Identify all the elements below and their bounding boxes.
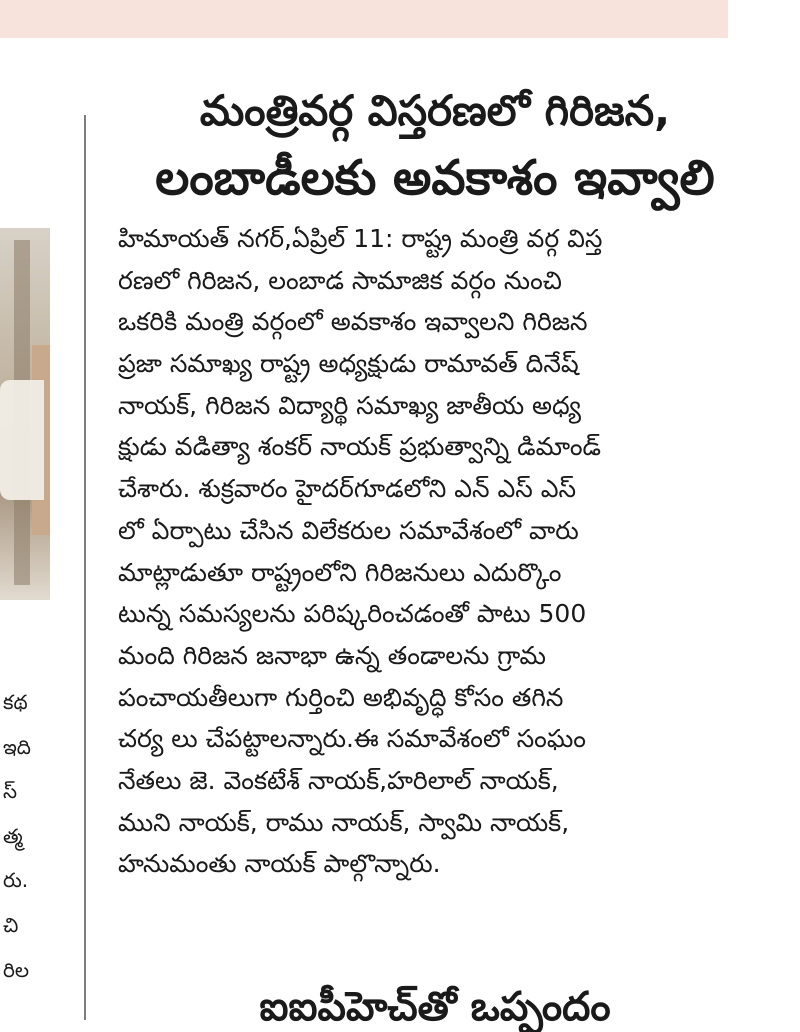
body-line: పంచాయతీలుగా గుర్తించి అభివృద్ధి కోసం తగిన — [118, 682, 564, 712]
left-fragment-line: త్మ — [3, 823, 23, 848]
body-line: లో ఏర్పాటు చేసిన విలేకరుల సమావేశంలో వారు — [118, 515, 579, 545]
body-line: నాయక్, గిరిజన విద్యార్థి సమాఖ్య జాతీయ అధ్య — [118, 390, 581, 420]
left-fragment-line: స్ — [3, 779, 18, 804]
top-color-band — [0, 0, 728, 38]
left-fragment-line: రు. — [3, 868, 29, 893]
article-headline-line-2: లంబాడీలకు అవకాశం ఇవ్వాలి — [155, 150, 715, 206]
body-line: టున్న సమస్యలను పరిష్కరించడంతో పాటు 500 — [118, 599, 587, 629]
left-fragment-line: రిల — [3, 957, 30, 982]
body-line: నేతలు జె. వెంకటేశ్ నాయక్,హరిలాల్ నాయక్, — [118, 765, 559, 795]
next-article-headline: ఐఐపీహెచ్‌తో ఒప్పందం — [259, 984, 611, 1030]
body-line: మంది గిరిజన జనాభా ఉన్న తండాలను గ్రామ — [118, 640, 546, 670]
body-line: చేశారు. శుక్రవారం హైదర్‌గూడలోని ఎన్ ఎస్ ఎస్ — [118, 474, 577, 504]
article-headline-line-1: మంత్రివర్గ విస్తరణలో గిరిజన, — [199, 86, 671, 135]
body-line: హిమాయత్ నగర్,ఏప్రిల్ 11: రాష్ట్ర మంత్రి వర్గ విస్త — [118, 224, 603, 253]
body-line: చర్య లు చేపట్టాలన్నారు.ఈ సమావేశంలో సంఘం — [118, 724, 586, 754]
body-line: రణలో గిరిజన, లంబాడ సామాజిక వర్గం నుంచి — [118, 265, 562, 295]
column-divider — [84, 115, 86, 1020]
left-fragment-line: కథ — [3, 690, 28, 714]
article-body — [118, 218, 723, 885]
body-line: ఒకరికి మంత్రి వర్గంలో అవకాశం ఇవ్వాలని గిరిజన — [118, 307, 588, 337]
left-fragment-line: చి — [3, 912, 19, 937]
body-line: మాట్లాడుతూ రాష్ట్రంలోని గిరిజనులు ఎదుర్కొం — [118, 557, 562, 587]
body-line: హనుమంతు నాయక్ పాల్గొన్నారు. — [118, 849, 441, 879]
left-column-fragments — [3, 680, 47, 992]
body-line: క్షుడు వడిత్యా శంకర్ నాయక్ ప్రభుత్వాన్ని డిమాండ్ — [118, 432, 602, 462]
photo-person-shape — [0, 380, 44, 500]
left-fragment-line: ఇది — [3, 734, 31, 759]
body-line: ముని నాయక్, రాము నాయక్, స్వామి నాయక్, — [118, 807, 570, 837]
body-line: ప్రజా సమాఖ్య రాష్ట్ర అధ్యక్షుడు రామావత్ దినేష్ — [118, 349, 579, 379]
